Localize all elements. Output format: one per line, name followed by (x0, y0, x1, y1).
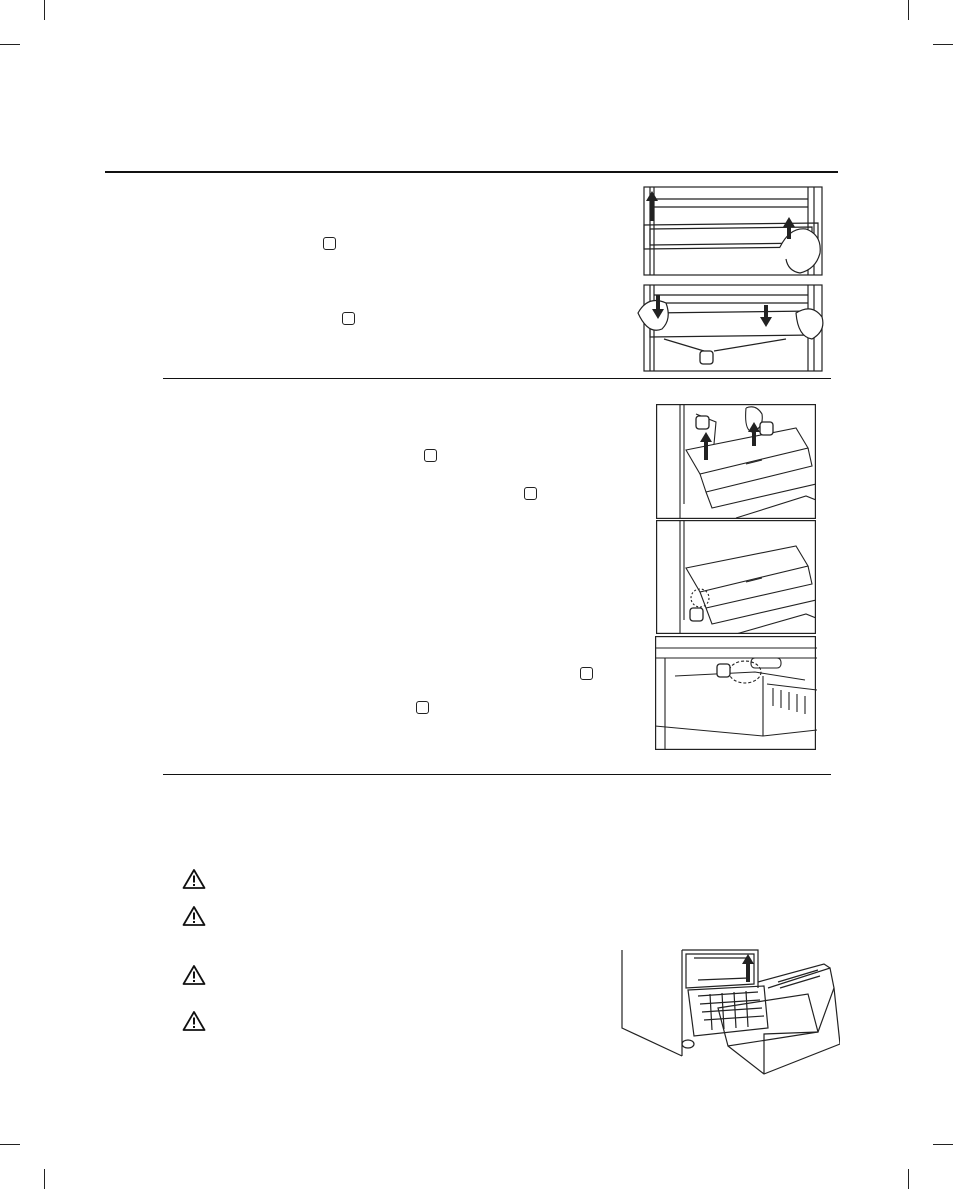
crop-mark-top-right-v (908, 0, 909, 20)
crop-mark-bottom-right-v (908, 1169, 909, 1189)
warning-triangle-icon (182, 964, 206, 986)
warning-triangle-icon (182, 1010, 206, 1032)
callout-box-icon (342, 312, 355, 325)
crop-mark-bottom-left-v (44, 1169, 45, 1189)
callout-box-icon (580, 667, 593, 680)
crop-mark-bottom-left-h (0, 1144, 20, 1145)
section-divider-2 (163, 774, 831, 775)
crop-mark-top-left-v (44, 0, 45, 20)
section-divider-1 (163, 378, 831, 379)
door-bin-remove-figure (640, 185, 826, 277)
freezer-drawer-figure (618, 948, 840, 1076)
callout-box-icon (323, 237, 336, 250)
door-bin-install-figure (636, 283, 826, 373)
callout-box-icon (424, 449, 437, 462)
drawer-latch-figure (656, 520, 816, 634)
header-rule (105, 171, 838, 173)
crop-mark-top-right-h (933, 44, 953, 45)
drawer-rail-figure (655, 636, 817, 751)
warning-triangle-icon (182, 868, 206, 890)
crop-mark-bottom-right-h (933, 1144, 953, 1145)
callout-box-icon (524, 487, 537, 500)
warning-triangle-icon (182, 905, 206, 927)
callout-box-icon (416, 701, 429, 714)
crop-mark-top-left-h (0, 44, 20, 45)
drawer-lift-figure (656, 404, 816, 519)
